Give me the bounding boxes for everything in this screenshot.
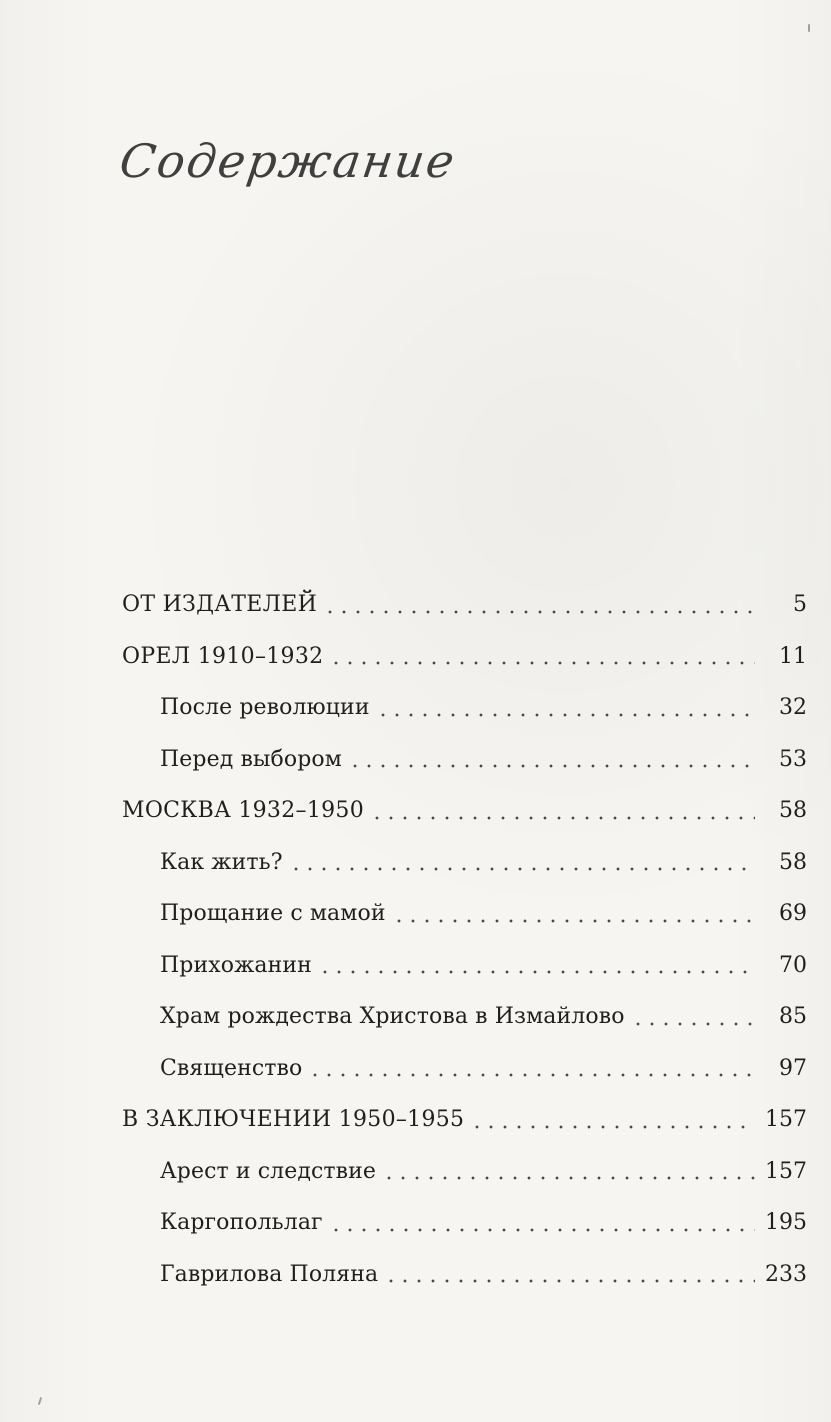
toc-dot-leader [392,919,755,923]
toc-page-number: 58 [779,798,807,824]
toc-entry-title: Перед выбором [160,746,342,772]
toc-entry-title: Прихожанин [160,952,312,978]
toc-entry-title: Священство [160,1055,303,1081]
toc-entry-title: ОТ ИЗДАТЕЛЕЙ [122,592,318,618]
toc-entry [0,631,831,683]
toc-subentry [0,837,831,889]
toc-dot-leader [329,1228,755,1232]
toc-entry-title: После революции [160,695,370,721]
toc-dot-leader [318,970,755,974]
toc-subentry [0,940,831,992]
toc-entry-title: В ЗАКЛЮЧЕНИИ 1950–1955 [122,1107,465,1133]
toc-page-number: 97 [779,1055,807,1081]
toc-entry-title: Каргопольлаг [160,1210,323,1236]
toc-dot-leader [289,867,755,871]
toc-entry [0,579,831,631]
toc-entry-title: МОСКВА 1932–1950 [122,798,365,824]
table-of-contents [0,579,831,1300]
toc-page-number: 11 [779,643,807,669]
toc-entry-title: Арест и следствие [160,1158,377,1184]
toc-dot-leader [348,764,755,768]
toc-entry-title: Прощание с мамой [160,901,386,927]
toc-entry [0,785,831,837]
toc-dot-leader [370,816,755,820]
toc-subentry [0,682,831,734]
toc-subentry [0,1197,831,1249]
page-title: Содержание [116,134,460,188]
toc-dot-leader [470,1125,755,1129]
toc-page-number: 157 [765,1107,807,1133]
toc-subentry [0,1249,831,1301]
toc-dot-leader [329,661,755,665]
toc-page-number: 53 [779,746,807,772]
toc-page-number: 157 [765,1158,807,1184]
toc-page-number: 195 [765,1210,807,1236]
print-speck [808,24,810,32]
toc-subentry [0,888,831,940]
toc-subentry [0,734,831,786]
toc-page-number: 58 [779,849,807,875]
toc-page-number: 32 [779,695,807,721]
toc-dot-leader [323,610,755,614]
toc-page-number: 85 [779,1004,807,1030]
toc-dot-leader [382,1176,755,1180]
toc-entry-title: Храм рождества Христова в Измайлово [160,1004,625,1030]
toc-entry-title: Как жить? [160,849,283,875]
toc-subentry [0,1043,831,1095]
toc-page-number: 70 [779,952,807,978]
toc-subentry [0,991,831,1043]
toc-entry-title: Гаврилова Поляна [160,1261,379,1287]
toc-page-number: 5 [793,592,807,618]
toc-dot-leader [308,1073,755,1077]
toc-dot-leader [384,1279,755,1283]
toc-page-number: 69 [779,901,807,927]
toc-dot-leader [631,1022,755,1026]
print-speck [38,1397,42,1405]
toc-subentry [0,1146,831,1198]
toc-entry-title: ОРЕЛ 1910–1932 [122,643,324,669]
toc-dot-leader [376,713,755,717]
toc-entry [0,1094,831,1146]
toc-page-number: 233 [765,1261,807,1287]
